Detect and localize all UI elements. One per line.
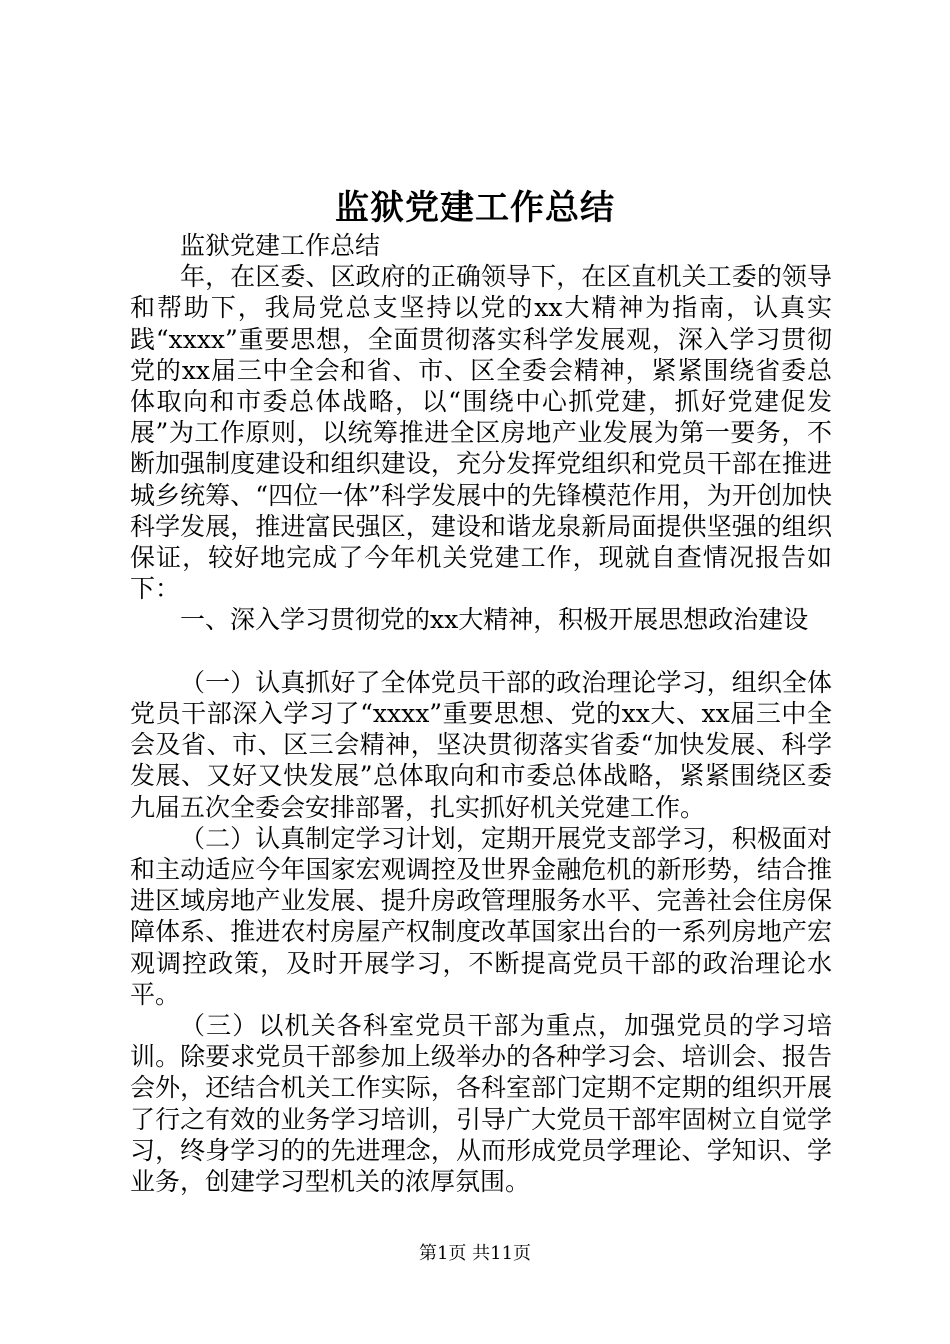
- subtitle-paragraph: 监狱党建工作总结: [180, 231, 381, 260]
- body-paragraph-1: （一）认真抓好了全体党员干部的政治理论学习，组织全体党员干部深入学习了“xxxx”重要思想、党的xx大、xx届三中全会及省、市、区三会精神，坚决贯彻落实省委“加快发展、科学发展、又好又快发展”总体取向和市委总体战略，紧紧围绕区委九届五次全委会安排部署，扎实抓好机关党建工作。: [130, 667, 832, 822]
- document-title: 监狱党建工作总结: [335, 188, 615, 228]
- body-paragraph-3: （三）以机关各科室党员干部为重点，加强党员的学习培训。除要求党员干部参加上级举办的各种学习会、培训会、报告会外，还结合机关工作实际，各科室部门定期不定期的组织开展了行之有效的业务学习培训，引导广大党员干部牢固树立自觉学习，终身学习的的先进理念，从而形成党员学理论、学知识、学业务，创建学习型机关的浓厚氛围。: [130, 1011, 832, 1197]
- intro-paragraph: 年，在区委、区政府的正确领导下，在区直机关工委的领导和帮助下，我局党总支坚持以党的xx大精神为指南，认真实践“xxxx”重要思想，全面贯彻落实科学发展观，深入学习贯彻党的xx届三中全会和省、市、区全委会精神，紧紧围绕省委总体取向和市委总体战略，以“围绕中心抓党建，抓好党建促发展”为工作原则，以统筹推进全区房地产业发展为第一要务，不断加强制度建设和组织建设，充分发挥党组织和党员干部在推进城乡统筹、“四位一体”科学发展中的先锋模范作用，为开创加快科学发展，推进富民强区，建设和谐龙泉新局面提供坚强的组织保证，较好地完成了今年机关党建工作，现就自查情况报告如下：: [130, 262, 832, 604]
- body-paragraph-2: （二）认真制定学习计划，定期开展党支部学习，积极面对和主动适应今年国家宏观调控及世界金融危机的新形势，结合推进区域房地产业发展、提升房政管理服务水平、完善社会住房保障体系、推进农村房屋产权制度改革国家出台的一系列房地产宏观调控政策，及时开展学习，不断提高党员干部的政治理论水平。: [130, 823, 832, 1009]
- page-footer: 第1页 共11页: [418, 1243, 532, 1264]
- section-heading: 一、深入学习贯彻党的xx大精神，积极开展思想政治建设: [180, 605, 809, 635]
- document-body: [130, 230, 832, 1197]
